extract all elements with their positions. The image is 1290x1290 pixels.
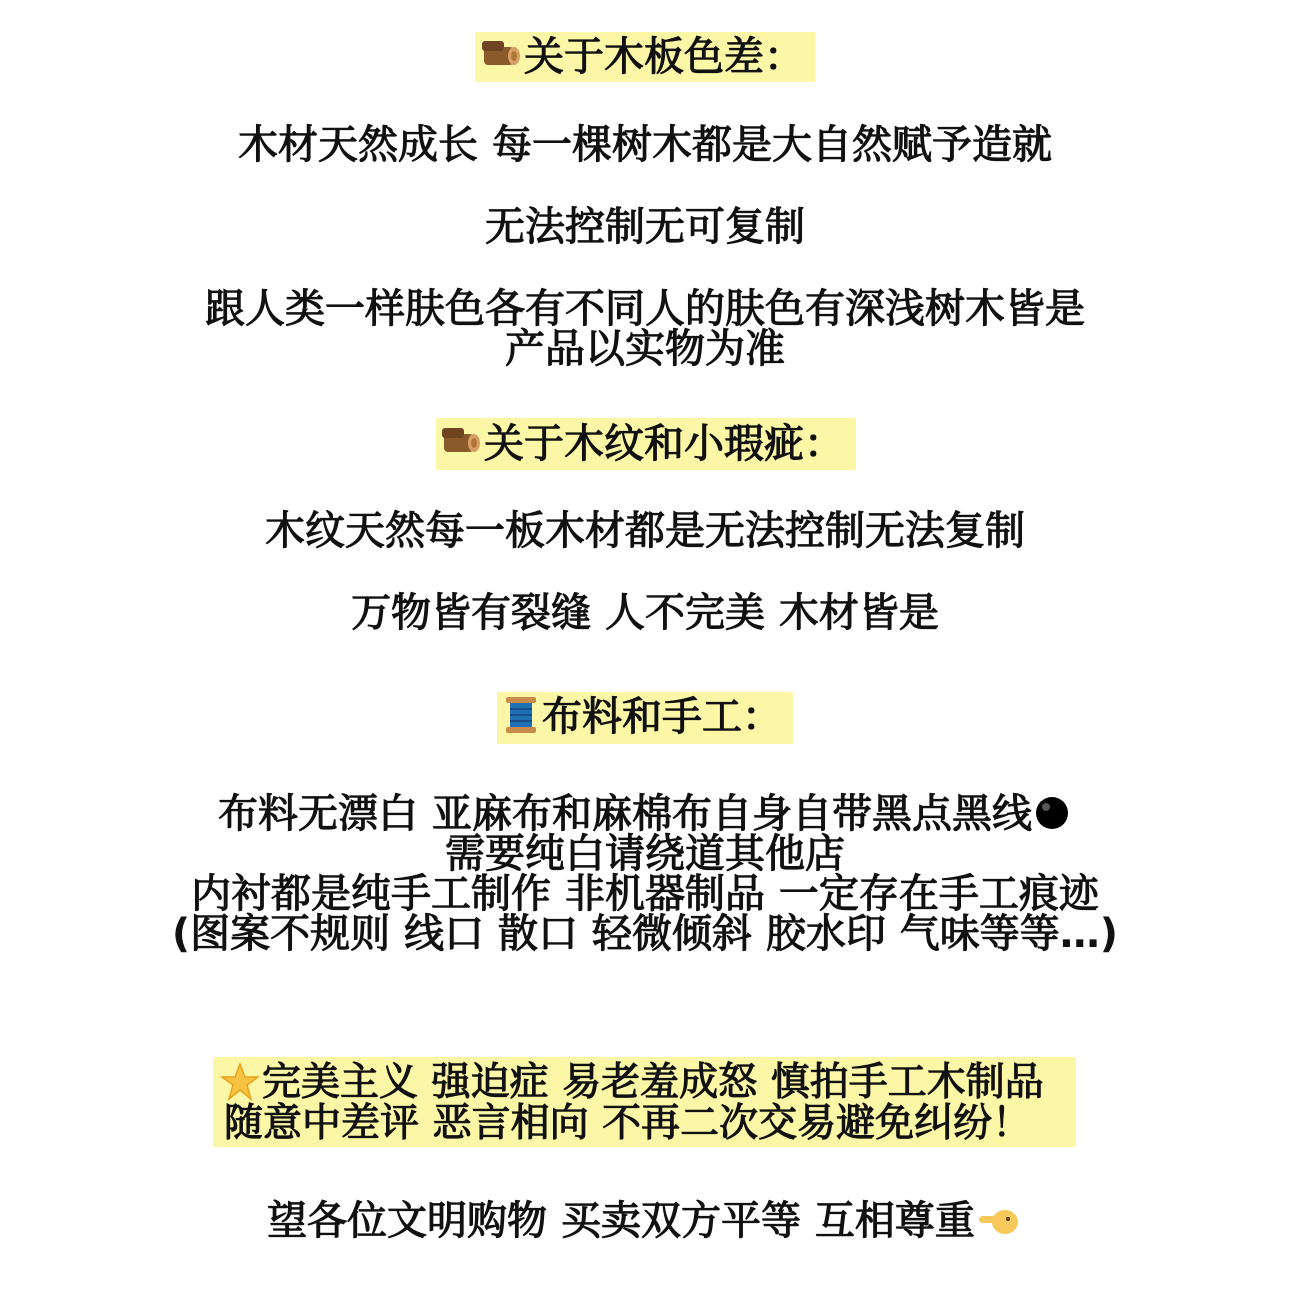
fabric-line-1-text: 布料无漂白 亚麻布和麻棉布自身自带黑点黑线 <box>218 791 1032 837</box>
grain-line-2: 万物皆有裂缝 人不完美 木材皆是 <box>351 590 939 636</box>
color-diff-line-2: 无法控制无可复制 <box>485 204 805 250</box>
color-diff-line-1: 木材天然成长 每一棵树木都是大自然赋予造就 <box>238 122 1052 168</box>
heading-grain <box>440 423 844 465</box>
fabric-line-3: 内衬都是纯手工制作 非机器制品 一定存在手工痕迹 <box>191 871 1099 917</box>
color-diff-line-3: 跟人类一样肤色各有不同人的肤色有深浅树木皆是 <box>205 286 1085 332</box>
pointing-hand-icon <box>977 1200 1021 1240</box>
closing-line <box>0 1200 1290 1243</box>
closing-line-text: 望各位文明购物 买卖双方平等 互相尊重 <box>267 1198 975 1244</box>
fabric-line-2: 需要纯白请绕道其他店 <box>445 831 845 877</box>
glowing-star-icon <box>220 1062 260 1102</box>
warning-line-1-text: 完美主义 强迫症 易老羞成怒 慎拍手工木制品 <box>262 1060 1044 1105</box>
color-diff-line-4: 产品以实物为准 <box>505 326 785 372</box>
warning-line-2: 随意中差评 恶言相向 不再二次交易避免纠纷！ <box>224 1101 1032 1146</box>
warning-line-1 <box>220 1062 1044 1105</box>
fabric-line-4: (图案不规则 线口 散口 轻微倾斜 胶水印 气味等等…) <box>171 911 1119 957</box>
heading-color-diff <box>480 36 804 78</box>
wood-log-icon <box>480 37 522 73</box>
heading-fabric <box>502 696 782 739</box>
heading-fabric-label: 布料和手工： <box>542 694 782 740</box>
heading-color-diff-label: 关于木板色差： <box>524 34 804 80</box>
fabric-line-1 <box>0 793 1290 835</box>
thread-spool-icon <box>502 695 540 735</box>
grain-line-1: 木纹天然每一板木材都是无法控制无法复制 <box>265 508 1025 554</box>
heading-grain-label: 关于木纹和小瑕疵： <box>484 421 844 467</box>
wood-log-icon <box>440 424 482 460</box>
black-dot-icon <box>1034 795 1070 831</box>
